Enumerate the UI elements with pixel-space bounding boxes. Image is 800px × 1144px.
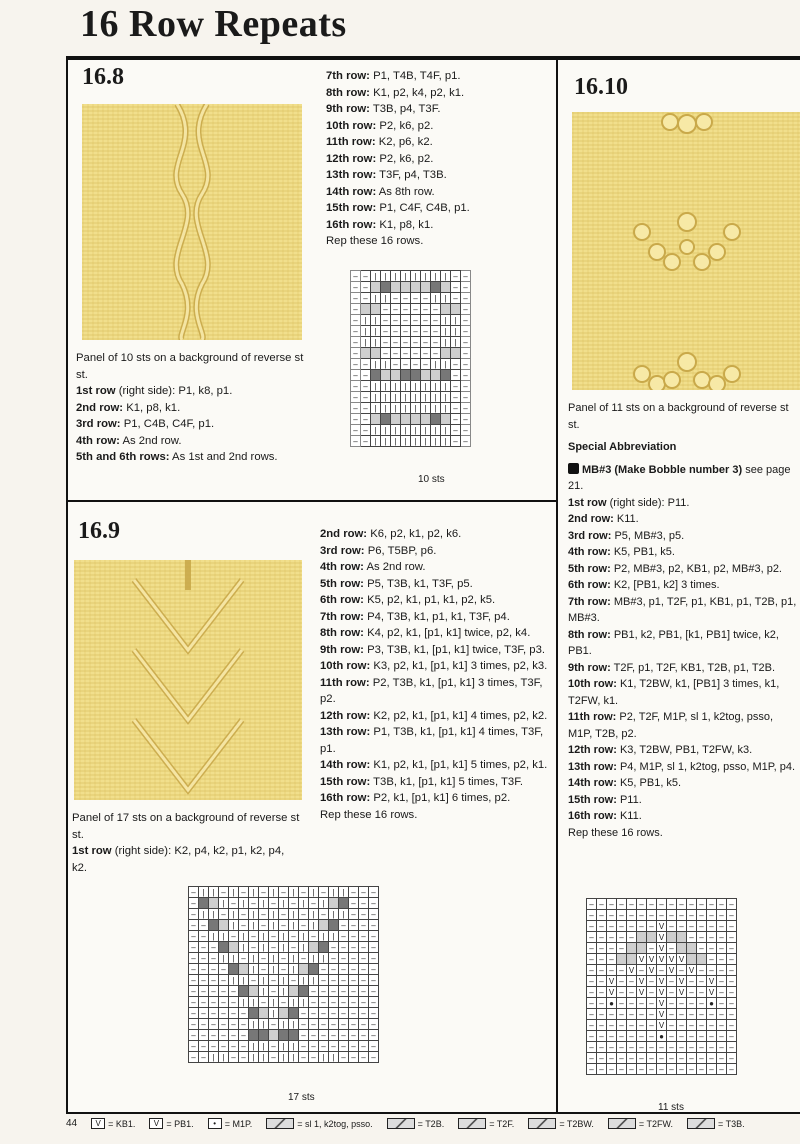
row-instruction: 3rd row: P5, MB#3, p5. (568, 529, 685, 542)
row-instruction: 4th row: K5, PB1, k5. (568, 546, 675, 558)
page-number: 44 (66, 1118, 78, 1129)
intro-text: Panel of 10 sts on a background of reverse st st. (76, 352, 304, 381)
repeat-text: Rep these 16 rows. (326, 235, 424, 247)
stitch-chart-16-8: – – | | | | | | | | – – – – – – – – | | – – – – | | – – – – – – – – – – – | | – – – – – – | | – – | | – – – – – – | | – – | | – – – – – – | | – – – – – – – – – – – | | – – – – | | – – – – – – – – | | | | | | | | – – – – | | | | | | | | – – – – | | | | | | | | – – – – – – – – | | | | | | | | – – – – | | | | | | | | – – (350, 270, 471, 447)
chart-width-label: 17 sts (288, 1092, 315, 1103)
legend-item: V = PB1. (149, 1118, 193, 1129)
row-instruction: 15th row: P1, C4F, C4B, p1. (326, 202, 470, 214)
row-instruction: 7th row: P1, T4B, T4F, p1. (326, 70, 461, 82)
row-instruction: 13th row: T3F, p4, T3B. (326, 169, 447, 181)
legend-item: = T3B. (687, 1118, 745, 1129)
row-instruction: 14th row: As 8th row. (326, 185, 435, 198)
row-instruction: 1st row (right side): K2, p4, k2, p1, k2, p4, k2. (72, 845, 285, 874)
row-instruction: 6th row: K2, [PB1, k2] 3 times. (568, 579, 720, 591)
row-instruction: 16th row: K1, p8, k1. (326, 218, 434, 231)
section-number: 16.8 (82, 64, 124, 90)
row-instruction: 5th row: P5, T3B, k1, T3F, p5. (320, 577, 473, 590)
row-instruction: 9th row: P3, T3B, k1, [p1, k1] twice, T3F, p3. (320, 643, 545, 656)
repeat-text: Rep these 16 rows. (568, 826, 663, 839)
row-instruction: 4th row: As 2nd row. (320, 561, 426, 573)
row-instruction: 7th row: MB#3, p1, T2F, p1, KB1, p1, T2B, p1, MB#3. (568, 595, 797, 624)
special-abbrev-heading: Special Abbreviation (568, 441, 677, 453)
stitch-chart-16-9: – | | – | – | – | – | – | – | | – – – – | – | – | – | – | – | – – – – | | – | – | – | – | – | – | | – – – – – | – | – | – | – | – – – – – – | | – | – | – | – | – | | – – – – – – – | – | – | – | – – – – – – – – | | – | – | – | – | | – – – – – – – – – | – | – | – – – – – – – – – – | | – | – | – | | – – – – – – – – – – – | – | – – – – – – – – – – – – | | – | – | | – – – – – – – – – – – – – | – – – – – – – – – – – – – – | | – | | – – – – – – – – – – – – – – – – – – – – – – – – – – – – | | – | | – – – – – – – – – – | | – – | | – | | – – | | – – – – (188, 886, 379, 1063)
row-instruction: 8th row: K4, p2, k1, [p1, k1] twice, p2, k4. (320, 627, 531, 639)
row-instruction: 13th row: P4, M1P, sl 1, k2tog, psso, M1P, p4. (568, 760, 796, 773)
section-number: 16.10 (574, 74, 628, 100)
pattern-text-right (320, 526, 554, 823)
chart-legend (66, 1118, 745, 1129)
row-instruction: 15th row: T3B, k1, [p1, k1] 5 times, T3F. (320, 775, 524, 788)
row-instruction: 2nd row: K11. (568, 513, 639, 525)
row-instruction: 7th row: P4, T3B, k1, p1, k1, T3F, p4. (320, 610, 510, 623)
row-instruction: 1st row (right side): P1, k8, p1. (76, 385, 233, 397)
row-instruction: 14th row: K5, PB1, k5. (568, 777, 682, 789)
intro-text: Panel of 11 sts on a background of reverse st st. (568, 402, 789, 431)
legend-item: = T2BW. (528, 1118, 594, 1129)
row-instruction: 3rd row: P6, T5BP, p6. (320, 544, 437, 557)
row-instruction: 16th row: P2, k1, [p1, k1] 6 times, p2. (320, 792, 511, 804)
page-title: 16 Row Repeats (80, 3, 347, 45)
row-instruction: 1st row (right side): P11. (568, 496, 690, 509)
section-16-9 (66, 500, 558, 1114)
row-instruction: 14th row: K1, p2, k1, [p1, k1] 5 times, p2, k1. (320, 759, 548, 771)
pattern-text-right (326, 68, 556, 250)
legend-item: = T2FW. (608, 1118, 673, 1129)
row-instruction: 16th row: K11. (568, 810, 642, 822)
chart-width-label: 10 sts (418, 474, 445, 485)
row-instruction: 2nd row: K6, p2, k1, p2, k6. (320, 528, 462, 540)
legend-item: V = KB1. (91, 1118, 135, 1129)
section-number: 16.9 (78, 518, 120, 544)
knit-swatch-photo (74, 560, 302, 800)
row-instruction: 15th row: P11. (568, 793, 642, 806)
pattern-text (568, 400, 800, 841)
row-instruction: 12th row: P2, k6, p2. (326, 152, 434, 165)
row-instruction: 11th row: K2, p6, k2. (326, 136, 433, 148)
legend-item: = T2F. (458, 1118, 514, 1129)
row-instruction: 9th row: T2F, p1, T2F, KB1, T2B, p1, T2B. (568, 661, 776, 674)
row-instruction: 5th row: P2, MB#3, p2, KB1, p2, MB#3, p2. (568, 562, 782, 575)
section-16-8 (66, 58, 558, 502)
row-instruction: 10th row: K1, T2BW, k1, [PB1] 3 times, k1, T2FW, k1. (568, 678, 780, 707)
pattern-text-left (72, 810, 302, 876)
legend-item: = sl 1, k2tog, psso. (266, 1118, 372, 1129)
row-instruction: 8th row: PB1, k2, PB1, [k1, PB1] twice, k2, PB1. (568, 628, 779, 657)
chart-width-label: 11 sts (658, 1102, 684, 1113)
section-16-10 (556, 58, 800, 1114)
bobble-icon (568, 463, 579, 474)
row-instruction: 12th row: K3, T2BW, PB1, T2FW, k3. (568, 744, 753, 756)
row-instruction: 2nd row: K1, p8, k1. (76, 401, 181, 414)
row-instruction: 10th row: P2, k6, p2. (326, 119, 434, 132)
row-instruction: 11th row: P2, T3B, k1, [p1, k1] 3 times, T3F, p2. (320, 676, 543, 705)
mb3-definition: MB#3 (Make Bobble number 3) see page 21. (568, 463, 791, 492)
row-instruction: 6th row: K5, p2, k1, p1, k1, p2, k5. (320, 594, 496, 606)
row-instruction: 11th row: P2, T2F, M1P, sl 1, k2tog, psso, M1P, T2B, p2. (568, 711, 774, 740)
knit-swatch-photo (82, 104, 302, 340)
row-instruction: 5th and 6th rows: As 1st and 2nd rows. (76, 451, 278, 463)
row-instruction: 8th row: K1, p2, k4, p2, k1. (326, 86, 465, 99)
row-instruction: 4th row: As 2nd row. (76, 434, 182, 447)
repeat-text: Rep these 16 rows. (320, 808, 418, 821)
intro-text: Panel of 17 sts on a background of reverse st st. (72, 812, 300, 841)
knit-swatch-photo (572, 112, 800, 390)
row-instruction: 3rd row: P1, C4B, C4F, p1. (76, 418, 215, 430)
row-instruction: 10th row: K3, p2, k1, [p1, k1] 3 times, p2, k3. (320, 660, 548, 672)
legend-item: • = M1P. (208, 1118, 253, 1129)
pattern-text-left (76, 350, 306, 466)
stitch-chart-16-10: – – – – – – – – – – – – – – – – – – – – – – – – – – – – – – – – – – – – – V – – – – – – – – – – – – V – – – – – – – – – – V – – – – – – – – V V V V V – – – – – – – V – V – V – V – – – – – – V – – V – V – V – – V – – – – V – – V – V – V – – V – – – – ● – – – – V – – – – ● – – – – – – – – – V – – – – – – – – – – – – – – V – – – – – – – – – – – – – – ● – – – – – – – – – – – – – – – – – – – – – – – – – – – – – – – – – – – – – – – – – – – – – – – – – – – – (586, 898, 737, 1075)
row-instruction: 9th row: T3B, p4, T3F. (326, 103, 441, 115)
legend-item: = T2B. (387, 1118, 445, 1129)
row-instruction: 12th row: K2, p2, k1, [p1, k1] 4 times, p2, k2. (320, 709, 548, 722)
row-instruction: 13th row: P1, T3B, k1, [p1, k1] 4 times, T3F, p1. (320, 726, 544, 755)
